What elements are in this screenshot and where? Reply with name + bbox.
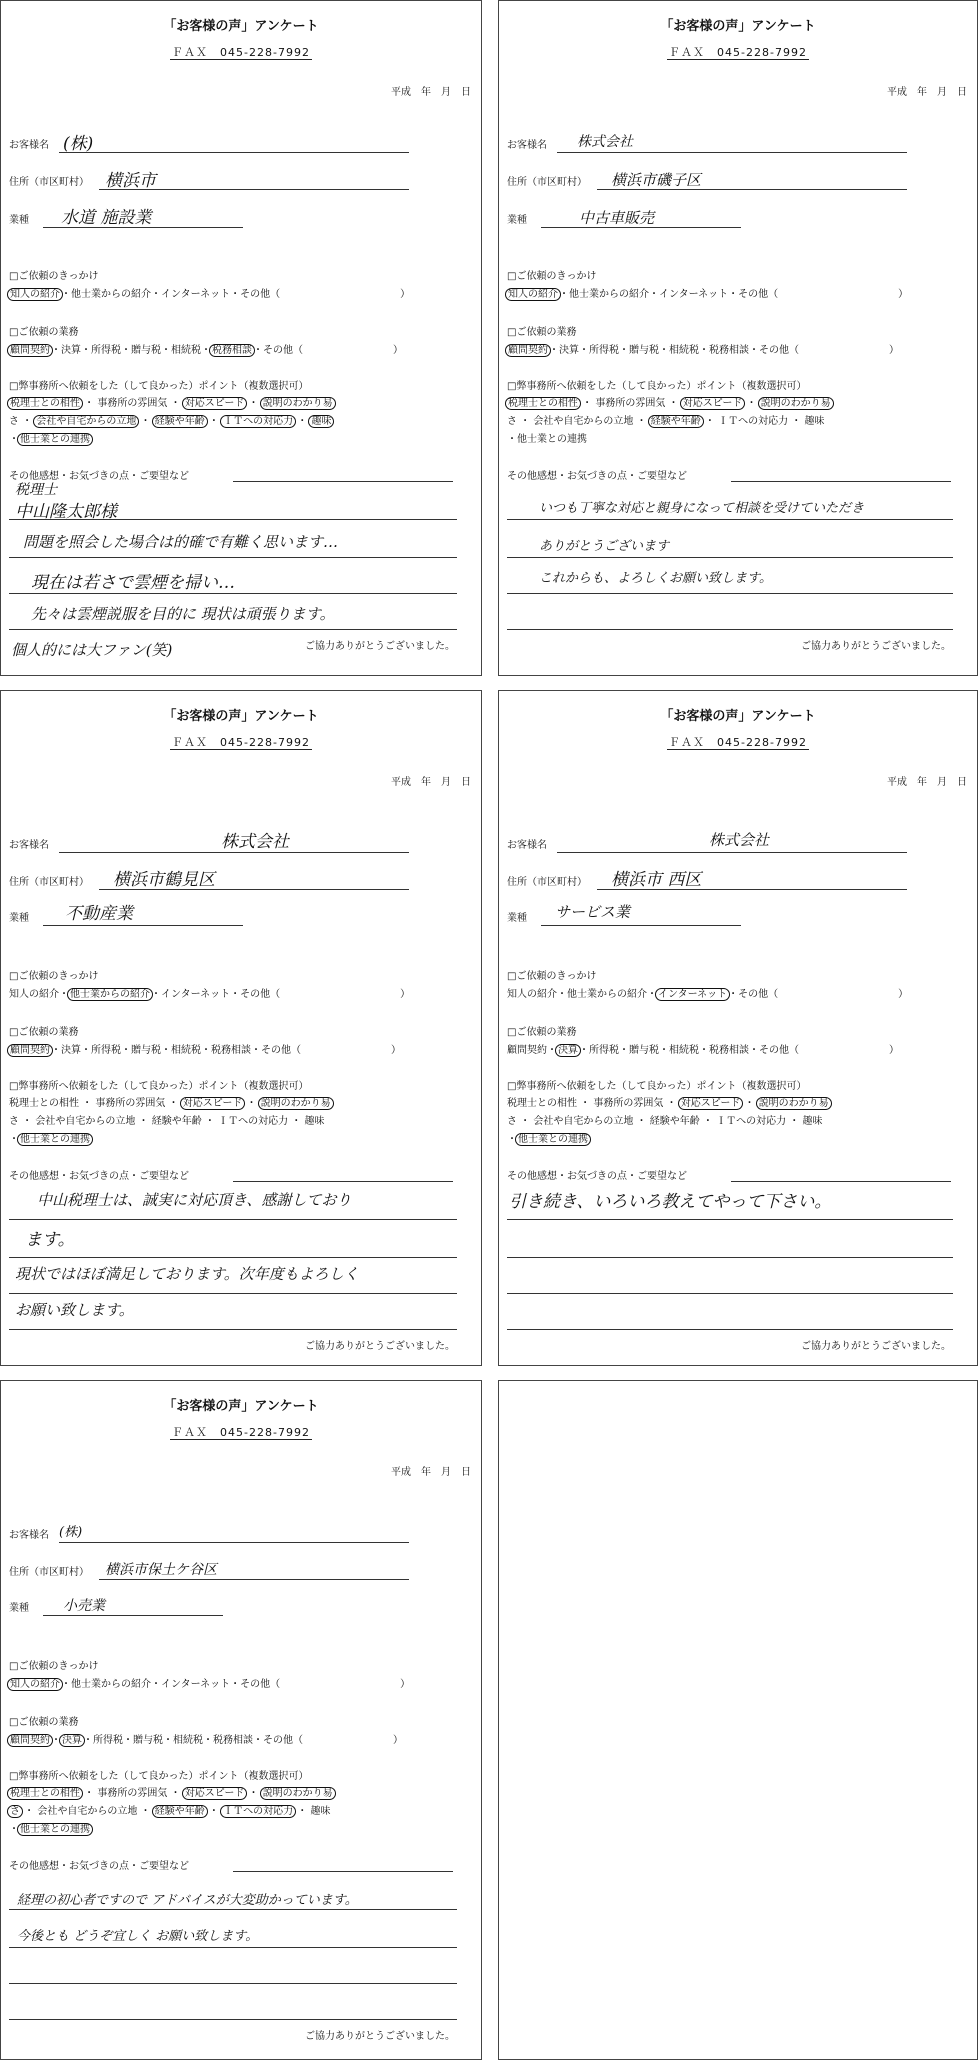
customer-name-label: お客様名 bbox=[9, 1530, 49, 1541]
customer-name-value: 株式会社 bbox=[577, 134, 633, 150]
comment-line: 経理の初心者ですので アドバイスが大変助かっています。 bbox=[17, 1893, 358, 1908]
industry-value: 小売業 bbox=[63, 1598, 105, 1614]
empty-panel bbox=[498, 1380, 978, 2060]
points-line-3: ・他士業との連携 bbox=[9, 1130, 91, 1145]
points-heading: □弊事務所へ依頼をした（して良かった）ポイント（複数選択可） bbox=[9, 381, 309, 392]
service-options: 顧問契約・決算・所得税・贈与税・相続税・税務相談・その他（ ） bbox=[9, 1731, 403, 1746]
survey-form-5 bbox=[0, 1380, 482, 2060]
thanks-text: ご協力ありがとうございました。 bbox=[801, 641, 951, 652]
trigger-heading: □ご依頼のきっかけ bbox=[507, 971, 597, 982]
form-title: 「お客様の声」アンケート bbox=[660, 709, 816, 724]
address-value: 横浜市 bbox=[105, 171, 156, 191]
date-field: 平成 年 月 日 bbox=[391, 1467, 471, 1478]
thanks-text: ご協力ありがとうございました。 bbox=[305, 2031, 455, 2042]
comment-line: 今後とも どうぞ宜しく お願い致します。 bbox=[17, 1929, 259, 1944]
address-label: 住所（市区町村） bbox=[507, 177, 587, 188]
trigger-options: 知人の紹介・他士業からの紹介・インターネット・その他（ ） bbox=[9, 1675, 410, 1690]
points-line-2: さ ・ 会社や自宅からの立地 ・ 経験や年齢 ・ ＩＴへの対応力 ・ 趣味 bbox=[507, 1116, 823, 1127]
industry-value: 水道 施設業 bbox=[61, 208, 152, 228]
form-title: 「お客様の声」アンケート bbox=[163, 1399, 319, 1414]
comment-line: ます。 bbox=[25, 1230, 75, 1250]
customer-name-value: (株) bbox=[63, 134, 94, 154]
points-line-2: さ ・ 会社や自宅からの立地 ・ 経験や年齢 ・ ＩＴへの対応力 ・ 趣味 bbox=[507, 416, 825, 427]
comments-heading: その他感想・お気づきの点・ご要望など bbox=[9, 1171, 189, 1182]
date-field: 平成 年 月 日 bbox=[391, 777, 471, 788]
address-value: 横浜市 西区 bbox=[611, 870, 702, 890]
thanks-text: ご協力ありがとうございました。 bbox=[801, 1341, 951, 1352]
trigger-heading: □ご依頼のきっかけ bbox=[9, 271, 99, 282]
customer-name-label: お客様名 bbox=[9, 140, 49, 151]
industry-value: 不動産業 bbox=[65, 904, 133, 924]
points-line-3: ・他士業との連携 bbox=[507, 434, 587, 445]
address-value: 横浜市磯子区 bbox=[611, 171, 702, 189]
points-heading: □弊事務所へ依頼をした（して良かった）ポイント（複数選択可） bbox=[507, 1081, 807, 1092]
address-value: 横浜市保土ケ谷区 bbox=[105, 1562, 217, 1578]
industry-value: 中古車販売 bbox=[579, 209, 655, 227]
fax-number: ＦＡＸ 045-228-7992 bbox=[172, 736, 310, 749]
address-value: 横浜市鶴見区 bbox=[113, 870, 215, 890]
points-line-1: 税理士との相性 ・ 事務所の雰囲気 ・ 対応スピード ・ 説明のわかり易 bbox=[507, 1094, 830, 1109]
customer-name-value: 株式会社 bbox=[709, 831, 770, 849]
service-options: 顧問契約・決算・所得税・贈与税・相続税・税務相談・その他（ ） bbox=[9, 1041, 401, 1056]
comments-heading: その他感想・お気づきの点・ご要望など bbox=[9, 471, 189, 482]
points-line-3: ・他士業との連携 bbox=[9, 1820, 91, 1835]
thanks-text: ご協力ありがとうございました。 bbox=[305, 641, 455, 652]
points-line-1: 税理士との相性 ・ 事務所の雰囲気 ・ 対応スピード ・ 説明のわかり易 bbox=[9, 1784, 334, 1799]
form-title: 「お客様の声」アンケート bbox=[163, 19, 319, 34]
industry-value: サービス業 bbox=[555, 903, 631, 921]
comment-line: 引き続き、いろいろ教えてやって下さい。 bbox=[509, 1192, 832, 1212]
points-line-3: ・他士業との連携 bbox=[507, 1130, 589, 1145]
service-options: 顧問契約・決算・所得税・贈与税・相続税・税務相談・その他（ ） bbox=[507, 1045, 899, 1056]
points-heading: □弊事務所へ依頼をした（して良かった）ポイント（複数選択可） bbox=[9, 1081, 309, 1092]
address-label: 住所（市区町村） bbox=[9, 177, 89, 188]
industry-label: 業種 bbox=[9, 913, 29, 924]
customer-name-label: お客様名 bbox=[507, 840, 547, 851]
trigger-options: 知人の紹介・他士業からの紹介・インターネット・その他（ ） bbox=[507, 989, 909, 1000]
thanks-text: ご協力ありがとうございました。 bbox=[305, 1341, 455, 1352]
fax-number: ＦＡＸ 045-228-7992 bbox=[172, 1426, 310, 1439]
date-field: 平成 年 月 日 bbox=[887, 777, 967, 788]
trigger-heading: □ご依頼のきっかけ bbox=[507, 271, 597, 282]
service-heading: □ご依頼の業務 bbox=[9, 327, 79, 338]
trigger-heading: □ご依頼のきっかけ bbox=[9, 1661, 99, 1672]
comments-heading: その他感想・お気づきの点・ご要望など bbox=[9, 1861, 189, 1872]
service-options: 顧問契約・決算・所得税・贈与税・相続税・税務相談・その他（ ） bbox=[9, 341, 403, 356]
points-line-1: 税理士との相性 ・ 事務所の雰囲気 ・ 対応スピード ・ 説明のわかり易 bbox=[9, 1094, 332, 1109]
survey-form-3 bbox=[0, 690, 482, 1366]
comment-line: お願い致します。 bbox=[15, 1301, 134, 1319]
form-title: 「お客様の声」アンケート bbox=[163, 709, 319, 724]
comment-line: 税理士 bbox=[15, 482, 57, 498]
industry-label: 業種 bbox=[9, 1603, 29, 1614]
comment-line: これからも、よろしくお願い致します。 bbox=[539, 571, 772, 586]
points-line-2: さ ・ 会社や自宅からの立地 ・ 経験や年齢 ・ ＩＴへの対応力 ・ 趣味 bbox=[9, 1116, 325, 1127]
fax-number: ＦＡＸ 045-228-7992 bbox=[669, 46, 807, 59]
date-field: 平成 年 月 日 bbox=[887, 87, 967, 98]
points-line-1: 税理士との相性 ・ 事務所の雰囲気 ・ 対応スピード ・ 説明のわかり易 bbox=[507, 394, 832, 409]
comment-line: ありがとうございます bbox=[539, 539, 670, 554]
option-circled: 知人の紹介 bbox=[7, 288, 63, 301]
industry-label: 業種 bbox=[507, 913, 527, 924]
customer-name-label: お客様名 bbox=[507, 140, 547, 151]
comment-line: 中山隆太郎様 bbox=[15, 502, 117, 522]
comment-line: 中山税理士は、誠実に対応頂き、感謝しており bbox=[37, 1191, 352, 1209]
service-options: 顧問契約・決算・所得税・贈与税・相続税・税務相談・その他（ ） bbox=[507, 341, 899, 356]
comment-line: 現状ではほぼ満足しております。次年度もよろしく bbox=[15, 1265, 359, 1283]
comments-heading: その他感想・お気づきの点・ご要望など bbox=[507, 471, 687, 482]
date-field: 平成 年 月 日 bbox=[391, 87, 471, 98]
service-heading: □ご依頼の業務 bbox=[9, 1717, 79, 1728]
industry-label: 業種 bbox=[9, 215, 29, 226]
points-line-1: 税理士との相性 ・ 事務所の雰囲気 ・ 対応スピード ・ 説明のわかり易 bbox=[9, 394, 334, 409]
survey-form-4 bbox=[498, 690, 978, 1366]
service-heading: □ご依頼の業務 bbox=[507, 327, 577, 338]
points-line-2: さ ・ 会社や自宅からの立地 ・ 経験や年齢 ・ ＩＴへの対応力 ・ 趣味 bbox=[9, 1802, 330, 1817]
address-label: 住所（市区町村） bbox=[507, 877, 587, 888]
points-heading: □弊事務所へ依頼をした（して良かった）ポイント（複数選択可） bbox=[507, 381, 807, 392]
industry-label: 業種 bbox=[507, 215, 527, 226]
comment-line: 問題を照会した場合は的確で有難く思います… bbox=[23, 533, 339, 551]
points-heading: □弊事務所へ依頼をした（して良かった）ポイント（複数選択可） bbox=[9, 1771, 309, 1782]
comment-line: 現在は若さで雲煙を掃い… bbox=[31, 573, 235, 593]
form-title: 「お客様の声」アンケート bbox=[660, 19, 816, 34]
survey-form-2 bbox=[498, 0, 978, 676]
comments-heading: その他感想・お気づきの点・ご要望など bbox=[507, 1171, 687, 1182]
points-line-2: さ ・ 会社や自宅からの立地 ・ 経験や年齢 ・ ＩＴへの対応力 ・ 趣味 bbox=[9, 412, 332, 427]
comment-line: いつも丁寧な対応と親身になって相談を受けていただき bbox=[539, 501, 865, 516]
trigger-options: 知人の紹介・他士業からの紹介・インターネット・その他（ ） bbox=[9, 285, 410, 300]
comment-line: 個人的には大ファン(笑) bbox=[11, 641, 173, 659]
address-label: 住所（市区町村） bbox=[9, 877, 89, 888]
fax-number: ＦＡＸ 045-228-7992 bbox=[669, 736, 807, 749]
customer-name-value: 株式会社 bbox=[221, 832, 289, 852]
fax-number: ＦＡＸ 045-228-7992 bbox=[172, 46, 310, 59]
service-heading: □ご依頼の業務 bbox=[9, 1027, 79, 1038]
service-heading: □ご依頼の業務 bbox=[507, 1027, 577, 1038]
address-label: 住所（市区町村） bbox=[9, 1567, 89, 1578]
trigger-options: 知人の紹介・他士業からの紹介・インターネット・その他（ ） bbox=[9, 989, 411, 1000]
customer-name-value: (株) bbox=[59, 1525, 83, 1540]
customer-name-label: お客様名 bbox=[9, 840, 49, 851]
trigger-options: 知人の紹介・他士業からの紹介・インターネット・その他（ ） bbox=[507, 285, 908, 300]
trigger-heading: □ご依頼のきっかけ bbox=[9, 971, 99, 982]
points-line-3: ・他士業との連携 bbox=[9, 430, 91, 445]
comment-line: 先々は雲煙説服を目的に 現状は頑張ります。 bbox=[31, 605, 335, 623]
survey-form-1 bbox=[0, 0, 482, 676]
